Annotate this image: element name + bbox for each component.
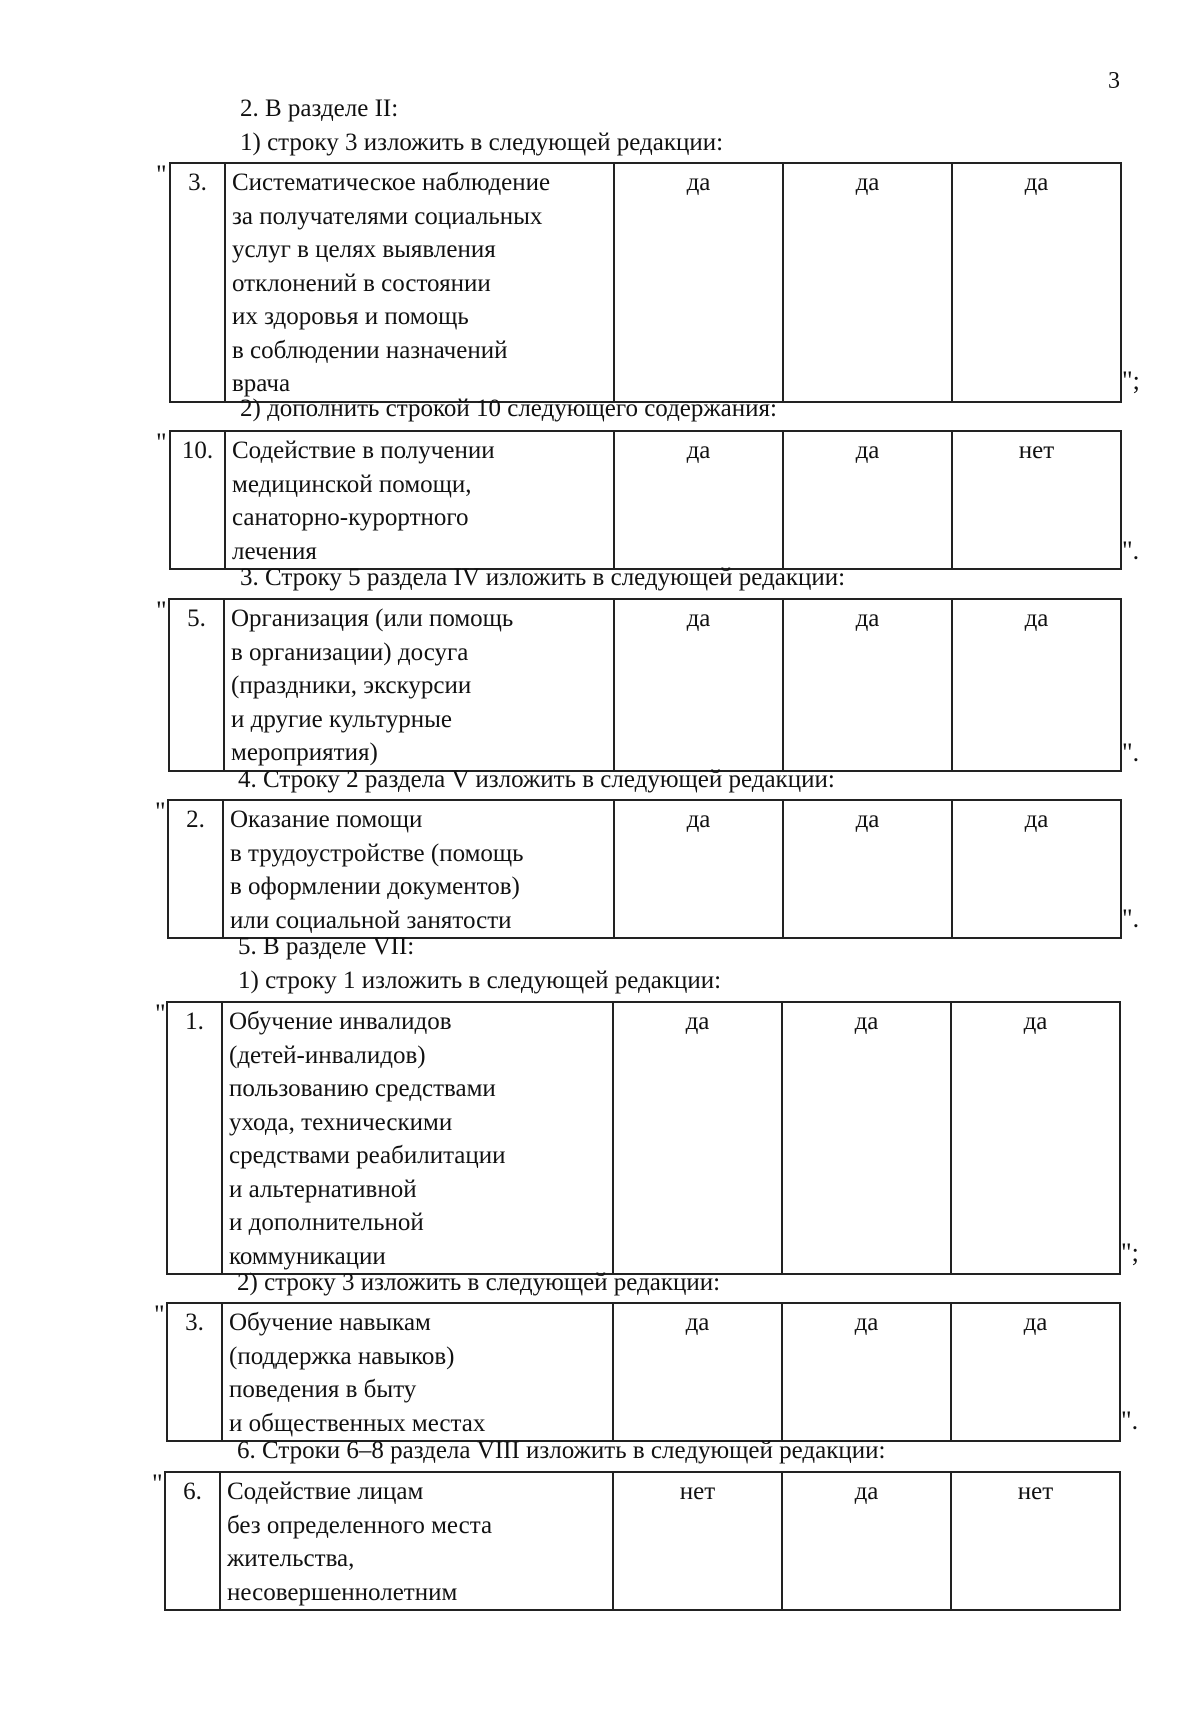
closing-mark: "; (1122, 366, 1140, 395)
service-name-line: Содействие лицам (227, 1478, 424, 1505)
amendment-table (168, 598, 1122, 772)
open-quote: " (152, 1469, 163, 1498)
amendment-table (166, 1302, 1121, 1442)
value-cell: да (951, 1002, 1120, 1274)
closing-mark: ". (1122, 536, 1140, 565)
service-name-line: в соблюдении назначений (232, 336, 508, 364)
open-quote: " (155, 999, 166, 1028)
service-name-line: за получателями социальных (232, 202, 543, 230)
service-name-line: Обучение навыкам (229, 1309, 431, 1336)
closing-mark: ". (1122, 904, 1140, 933)
service-name (222, 1303, 613, 1441)
service-name-line: (праздники, экскурсии (231, 672, 472, 699)
instruction-line: 2) дополнить строкой 10 следующего содержания: (240, 395, 777, 422)
row-number: 3. (170, 163, 225, 402)
value-cell: нет (951, 1472, 1120, 1610)
open-quote: " (156, 160, 167, 189)
service-name-line: без определенного места (227, 1511, 493, 1539)
value-cell: да (783, 800, 952, 938)
table-row (170, 431, 1121, 569)
service-name-line: и дополнительной (229, 1209, 424, 1236)
table-row (165, 1472, 1120, 1610)
service-name-line: ухода, техническими (229, 1108, 453, 1136)
instruction-line: 6. Строки 6–8 раздела VIII изложить в следующей редакции: (237, 1437, 886, 1464)
closing-mark: ". (1121, 1406, 1139, 1435)
table-row (169, 599, 1121, 771)
value-cell: нет (952, 431, 1121, 569)
service-name-line: Организация (или помощь (231, 605, 514, 632)
row-number: 6. (165, 1472, 220, 1610)
service-name-line: и общественных местах (229, 1409, 486, 1437)
service-name-line: или социальной занятости (230, 906, 512, 934)
row-number: 3. (167, 1303, 222, 1441)
value-cell: да (614, 599, 783, 771)
value-cell: да (614, 800, 783, 938)
service-name-line: (детей-инвалидов) (229, 1041, 426, 1069)
service-name-line: лечения (232, 537, 317, 565)
open-quote: " (154, 1300, 165, 1329)
service-name-line: Систематическое наблюдение (232, 169, 551, 196)
value-cell: да (782, 1002, 951, 1274)
row-number: 5. (169, 599, 224, 771)
open-quote: " (156, 596, 167, 625)
value-cell: да (613, 1303, 782, 1441)
value-cell: да (614, 431, 783, 569)
instruction-line: 3. Строку 5 раздела IV изложить в следующей редакции: (240, 564, 846, 591)
service-name-line: пользованию средствами (229, 1075, 496, 1102)
open-quote: " (155, 797, 166, 826)
service-name-line: в трудоустройстве (помощь (230, 839, 524, 867)
table-row (167, 1303, 1120, 1441)
service-name (223, 800, 614, 938)
service-name-line: Содействие в получении (232, 437, 495, 464)
table-row (168, 800, 1121, 938)
row-number: 10. (170, 431, 225, 569)
service-name-line: коммуникации (229, 1242, 386, 1270)
table-row (170, 163, 1121, 402)
service-name-line: Оказание помощи (230, 806, 423, 833)
service-name-line: несовершеннолетним (227, 1578, 458, 1606)
service-name-line: (поддержка навыков) (229, 1342, 455, 1370)
closing-mark: ". (1122, 738, 1140, 767)
value-cell: да (951, 1303, 1120, 1441)
row-number: 1. (167, 1002, 222, 1274)
page-number: 3 (1108, 68, 1120, 94)
service-name-line: медицинской помощи, (232, 470, 472, 498)
service-name-line: санаторно-курортного (232, 504, 469, 531)
value-cell: да (613, 1002, 782, 1274)
service-name-line: жительства, (227, 1545, 355, 1572)
service-name-line: и другие культурные (231, 705, 452, 733)
instruction-line: 1) строку 3 изложить в следующей редакции: (240, 129, 724, 156)
amendment-table (169, 162, 1122, 403)
service-name-line: отклонений в состоянии (232, 269, 491, 297)
service-name-line: мероприятия) (231, 739, 378, 766)
instruction-line: 2) строку 3 изложить в следующей редакции: (237, 1269, 721, 1296)
service-name-line: услуг в целях выявления (232, 236, 496, 263)
amendment-table (166, 1001, 1121, 1275)
service-name-line: врача (232, 370, 291, 397)
instruction-line: 1) строку 1 изложить в следующей редакции: (238, 967, 722, 994)
service-name (224, 599, 614, 771)
row-number: 2. (168, 800, 223, 938)
table-row (167, 1002, 1120, 1274)
section-heading: 2. В разделе II: (240, 95, 399, 122)
service-name (222, 1002, 613, 1274)
value-cell: да (952, 163, 1121, 402)
value-cell: да (952, 599, 1121, 771)
service-name (225, 431, 614, 569)
service-name (220, 1472, 613, 1610)
service-name-line: средствами реабилитации (229, 1142, 506, 1169)
value-cell: да (783, 431, 952, 569)
section-heading: 5. В разделе VII: (238, 933, 415, 960)
closing-mark: "; (1121, 1238, 1139, 1267)
value-cell: да (783, 163, 952, 402)
amendment-table (167, 799, 1122, 939)
service-name-line: в организации) досуга (231, 638, 469, 666)
open-quote: " (156, 428, 167, 457)
value-cell: да (614, 163, 783, 402)
amendment-table (164, 1471, 1121, 1611)
service-name (225, 163, 614, 402)
service-name-line: в оформлении документов) (230, 873, 520, 900)
value-cell: да (782, 1472, 951, 1610)
value-cell: да (782, 1303, 951, 1441)
value-cell: да (783, 599, 952, 771)
service-name-line: поведения в быту (229, 1376, 417, 1403)
service-name-line: и альтернативной (229, 1175, 417, 1203)
service-name-line: их здоровья и помощь (232, 303, 469, 330)
value-cell: да (952, 800, 1121, 938)
value-cell: нет (613, 1472, 782, 1610)
amendment-table (169, 430, 1122, 570)
instruction-line: 4. Строку 2 раздела V изложить в следующей редакции: (238, 766, 835, 793)
service-name-line: Обучение инвалидов (229, 1008, 452, 1035)
